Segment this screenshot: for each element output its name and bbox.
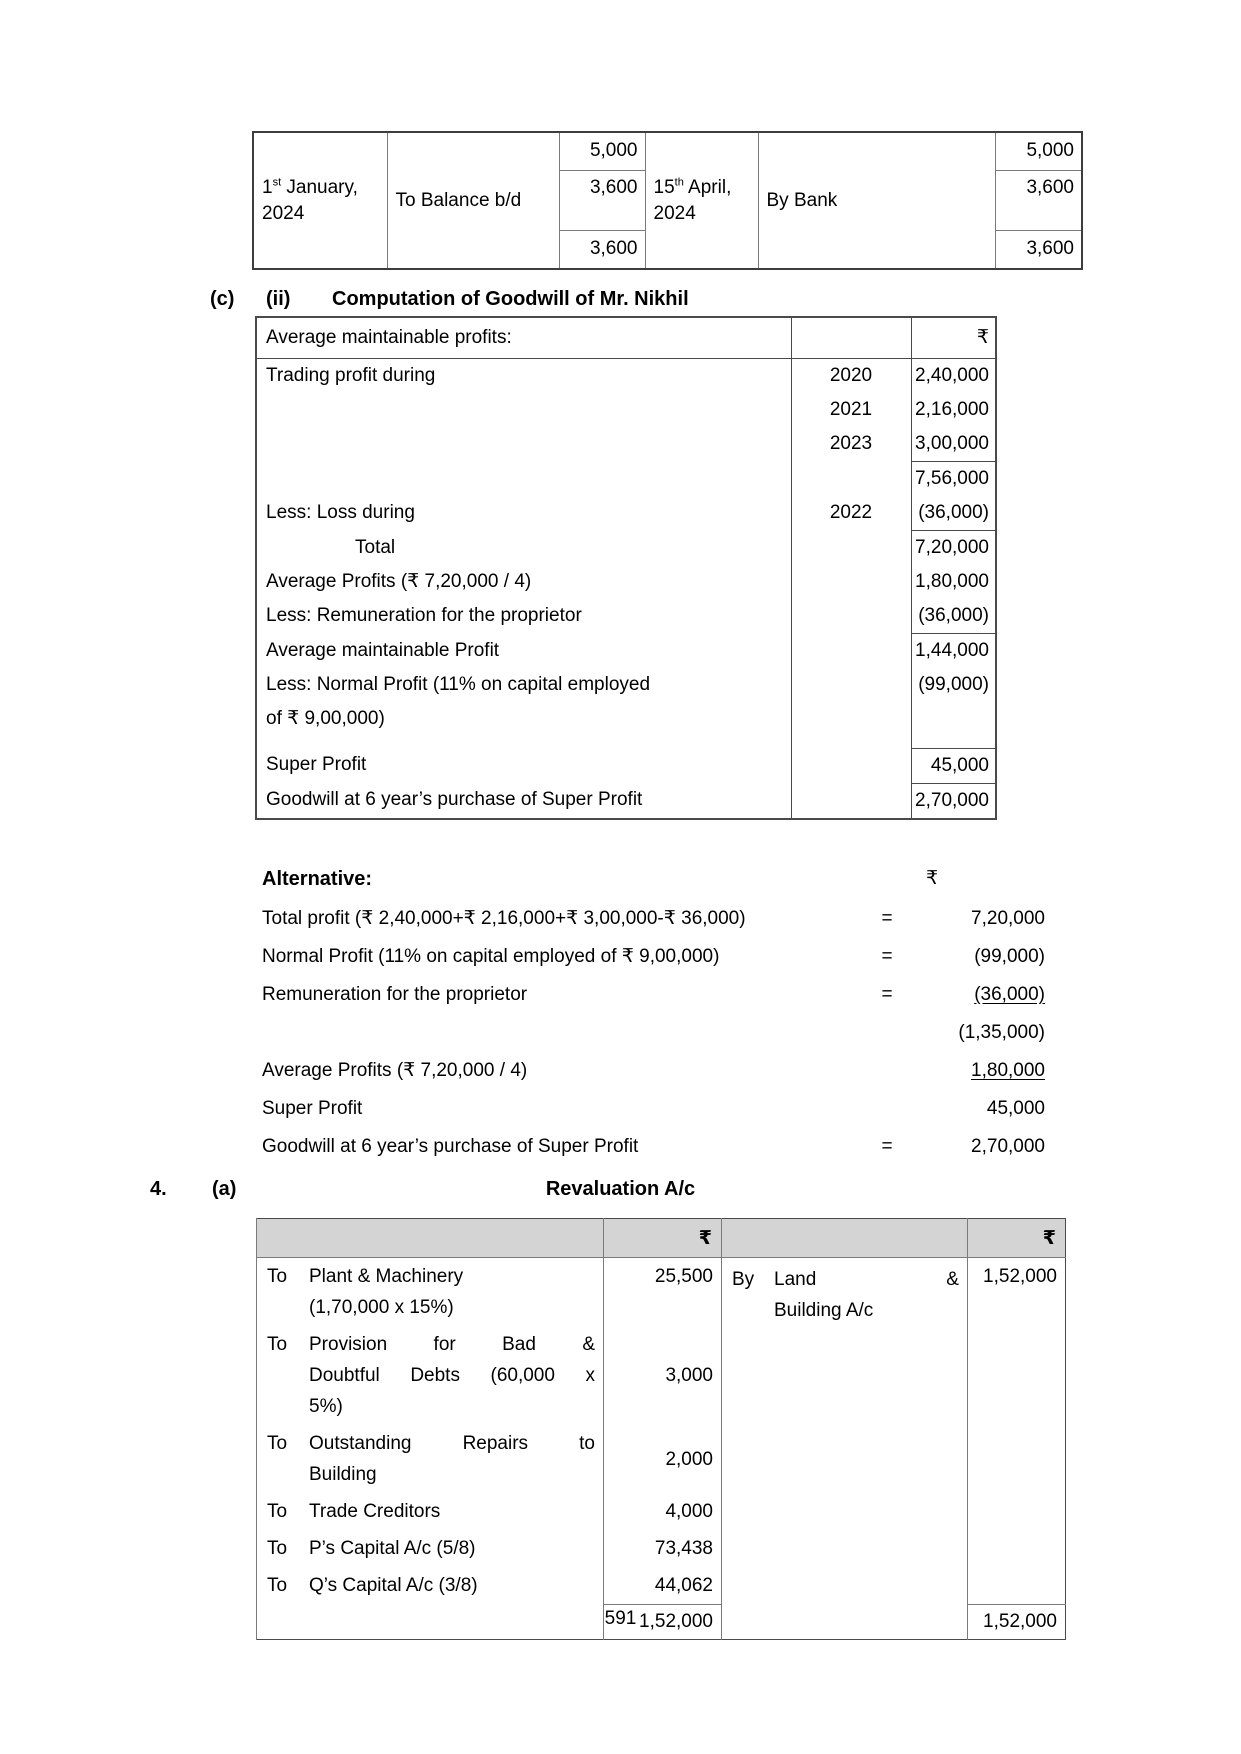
- debit-amount-cell: 3,000: [604, 1326, 722, 1425]
- amount-cell: (36,000): [918, 502, 989, 523]
- alternative-line: [262, 938, 1045, 976]
- debit-header-cell: [257, 1219, 604, 1258]
- debit-particulars-cell: [257, 1326, 604, 1425]
- credit-amount-cell: 5,000: [995, 132, 1082, 170]
- particulars-line2: of ₹ 9,00,000): [266, 708, 385, 729]
- debit-amount-cell: 44,062: [604, 1567, 722, 1604]
- entry-line: Q’s Capital A/c (3/8): [309, 1575, 478, 1596]
- alternative-line: [262, 1090, 1045, 1128]
- line-amount: 7,20,000: [971, 908, 1045, 929]
- amount-cell: (36,000): [918, 605, 989, 626]
- table-row: [256, 462, 996, 497]
- entry-line: 5%): [309, 1396, 343, 1417]
- line-label: Normal Profit (11% on capital employed of ₹ 9,00,000): [262, 946, 720, 967]
- part-label-ii: (ii): [266, 288, 291, 310]
- entry-line: Provision for Bad &: [309, 1334, 595, 1355]
- credit-date-day: 15: [653, 176, 675, 198]
- line-label: Goodwill at 6 year’s purchase of Super Profit: [262, 1136, 639, 1157]
- entry-prefix: To: [267, 1266, 288, 1287]
- table-row: [256, 599, 996, 634]
- credit-particulars-cell: By Bank: [758, 132, 995, 269]
- debit-particulars-cell: [257, 1530, 604, 1567]
- entry-prefix: To: [267, 1575, 288, 1596]
- entry-line: Plant & Machinery: [309, 1266, 464, 1287]
- revaluation-heading: [0, 1178, 1241, 1208]
- year-cell: [791, 748, 911, 783]
- debit-particulars-cell: [257, 1258, 604, 1327]
- amount-cell: 3,00,000: [915, 433, 989, 454]
- credit-total-cell: 1,52,000: [968, 1604, 1066, 1639]
- table-row: [256, 634, 996, 669]
- table-row: [256, 531, 996, 566]
- revaluation-table: [256, 1218, 1066, 1640]
- entry-prefix: To: [267, 1334, 288, 1355]
- entry-line: Doubtful Debts (60,000 x: [309, 1365, 595, 1386]
- opening-balance-table: [252, 131, 1083, 270]
- particulars-cell: Less: Remuneration for the proprietor: [266, 605, 582, 626]
- page-number: 591: [604, 1608, 637, 1629]
- particulars-line1: Less: Normal Profit (11% on capital employed: [266, 674, 651, 695]
- debit-date-ordinal: st: [272, 176, 282, 189]
- entry-prefix: To: [267, 1501, 288, 1522]
- year-cell: 2023: [791, 427, 911, 462]
- particulars-cell: Total: [355, 536, 396, 558]
- alternative-heading: Alternative:: [262, 868, 373, 890]
- amount-cell: 1,44,000: [911, 634, 996, 669]
- credit-header-cell: [722, 1219, 968, 1258]
- debit-date-cell: [253, 132, 387, 269]
- credit-date-ordinal: th: [674, 176, 684, 189]
- part-label-a: (a): [212, 1178, 237, 1200]
- debit-amount-cell: 3,600: [559, 170, 645, 230]
- line-amount: (1,35,000): [958, 1022, 1045, 1043]
- table-row: [256, 393, 996, 427]
- credit-date-rest: April, 2024: [653, 176, 732, 224]
- alternative-line: [262, 900, 1045, 938]
- credit-particulars-cell: [722, 1258, 968, 1605]
- amount-cell: 2,40,000: [915, 365, 989, 386]
- entry-prefix: To: [267, 1538, 288, 1559]
- goodwill-heading: [0, 288, 1241, 318]
- question-number: 4.: [150, 1178, 167, 1200]
- table-row: [256, 783, 996, 819]
- particulars-cell: Less: Loss during: [266, 502, 415, 523]
- year-cell: 2020: [791, 359, 911, 394]
- rupee-symbol: ₹: [968, 1219, 1066, 1258]
- amount-cell: 45,000: [911, 748, 996, 783]
- table-header-row: [257, 1219, 1066, 1258]
- line-label: Super Profit: [262, 1098, 363, 1119]
- credit-total-cell: 3,600: [995, 230, 1082, 269]
- particulars-cell: Average Profits (₹ 7,20,000 / 4): [266, 571, 532, 592]
- alternative-line: [262, 1128, 1045, 1166]
- alternative-line: [262, 1052, 1045, 1090]
- line-amount: 2,70,000: [971, 1136, 1045, 1157]
- year-cell: [791, 634, 911, 669]
- equals-sign: =: [881, 946, 893, 967]
- entry-line: P’s Capital A/c (5/8): [309, 1538, 476, 1559]
- debit-total-cell: 1,52,000: [604, 1604, 722, 1639]
- table-row: [256, 668, 996, 748]
- year-header-cell: [791, 317, 911, 359]
- debit-particulars-cell: [257, 1567, 604, 1604]
- credit-date-cell: [645, 132, 758, 269]
- line-amount: (36,000): [974, 984, 1045, 1005]
- amount-cell: 2,16,000: [915, 399, 989, 420]
- entry-line: (1,70,000 x 15%): [309, 1297, 454, 1318]
- year-cell: 2022: [791, 496, 911, 531]
- alternative-line: [262, 1014, 1045, 1052]
- equals-sign: =: [881, 1136, 893, 1157]
- line-label: Remuneration for the proprietor: [262, 984, 528, 1005]
- rupee-symbol: ₹: [911, 317, 996, 359]
- debit-total-cell: 3,600: [559, 230, 645, 269]
- year-cell: [791, 668, 911, 748]
- amount-cell: 7,20,000: [911, 531, 996, 566]
- entry-prefix: By: [732, 1269, 755, 1290]
- line-label: Total profit (₹ 2,40,000+₹ 2,16,000+₹ 3,00,000-₹ 36,000): [262, 908, 746, 929]
- credit-amount-cell: 1,52,000: [968, 1258, 1066, 1605]
- debit-amount-cell: 4,000: [604, 1493, 722, 1530]
- alternative-heading-row: [262, 858, 1045, 900]
- particulars-cell: [256, 427, 791, 462]
- goodwill-table: [255, 316, 997, 820]
- alternative-line: [262, 976, 1045, 1014]
- amount-cell: (99,000): [918, 674, 989, 695]
- debit-date-rest: January, 2024: [262, 176, 358, 224]
- entry-line: Outstanding Repairs to: [309, 1433, 595, 1454]
- particulars-cell: Goodwill at 6 year’s purchase of Super Profit: [266, 789, 643, 810]
- amount-cell: 1,80,000: [915, 571, 989, 592]
- year-cell: 2021: [791, 393, 911, 427]
- particulars-cell: [256, 668, 791, 748]
- line-amount: (99,000): [974, 946, 1045, 967]
- debit-particulars-cell: [257, 1425, 604, 1493]
- year-cell: [791, 462, 911, 497]
- table-header-row: [256, 317, 996, 359]
- entry-line: Building A/c: [774, 1300, 874, 1321]
- particulars-cell: Trading profit during: [266, 365, 436, 386]
- year-cell: [791, 565, 911, 599]
- particulars-cell: [256, 462, 791, 497]
- credit-amount-cell: 3,600: [995, 170, 1082, 230]
- table-row: [256, 496, 996, 531]
- table-row: [256, 359, 996, 394]
- year-cell: [791, 783, 911, 819]
- table-row: [257, 1258, 1066, 1327]
- line-amount: 1,80,000: [971, 1060, 1045, 1081]
- header-label-cell: Average maintainable profits:: [256, 317, 791, 359]
- entry-line: Trade Creditors: [309, 1501, 441, 1522]
- line-amount: 45,000: [986, 1098, 1045, 1119]
- rupee-symbol: ₹: [926, 868, 939, 889]
- debit-particulars-cell: To Balance b/d: [387, 132, 559, 269]
- part-label-c: (c): [210, 288, 235, 310]
- alternative-section: [262, 858, 1045, 1166]
- amount-cell: 2,70,000: [911, 783, 996, 819]
- entry-line: Building: [309, 1464, 377, 1485]
- revaluation-title: Revaluation A/c: [545, 1178, 696, 1200]
- debit-date-day: 1: [262, 176, 273, 198]
- year-cell: [791, 531, 911, 566]
- rupee-symbol: ₹: [604, 1219, 722, 1258]
- entry-prefix: To: [267, 1433, 288, 1454]
- debit-particulars-cell: [257, 1493, 604, 1530]
- amount-cell: 7,56,000: [911, 462, 996, 497]
- debit-amount-cell: 73,438: [604, 1530, 722, 1567]
- particulars-cell: Average maintainable Profit: [266, 639, 500, 661]
- debit-amount-cell: 2,000: [604, 1425, 722, 1493]
- table-row: [256, 748, 996, 783]
- debit-amount-cell: 25,500: [604, 1258, 722, 1327]
- year-cell: [791, 599, 911, 634]
- table-row: [256, 427, 996, 462]
- debit-amount-cell: 5,000: [559, 132, 645, 170]
- table-row: [253, 132, 1082, 170]
- particulars-cell: Super Profit: [266, 754, 367, 775]
- particulars-cell: [256, 393, 791, 427]
- equals-sign: =: [881, 908, 893, 929]
- line-label: Average Profits (₹ 7,20,000 / 4): [262, 1060, 528, 1081]
- entry-line: Land &: [774, 1269, 959, 1290]
- goodwill-title: Computation of Goodwill of Mr. Nikhil: [332, 288, 689, 310]
- equals-sign: =: [881, 984, 893, 1005]
- table-row: [256, 565, 996, 599]
